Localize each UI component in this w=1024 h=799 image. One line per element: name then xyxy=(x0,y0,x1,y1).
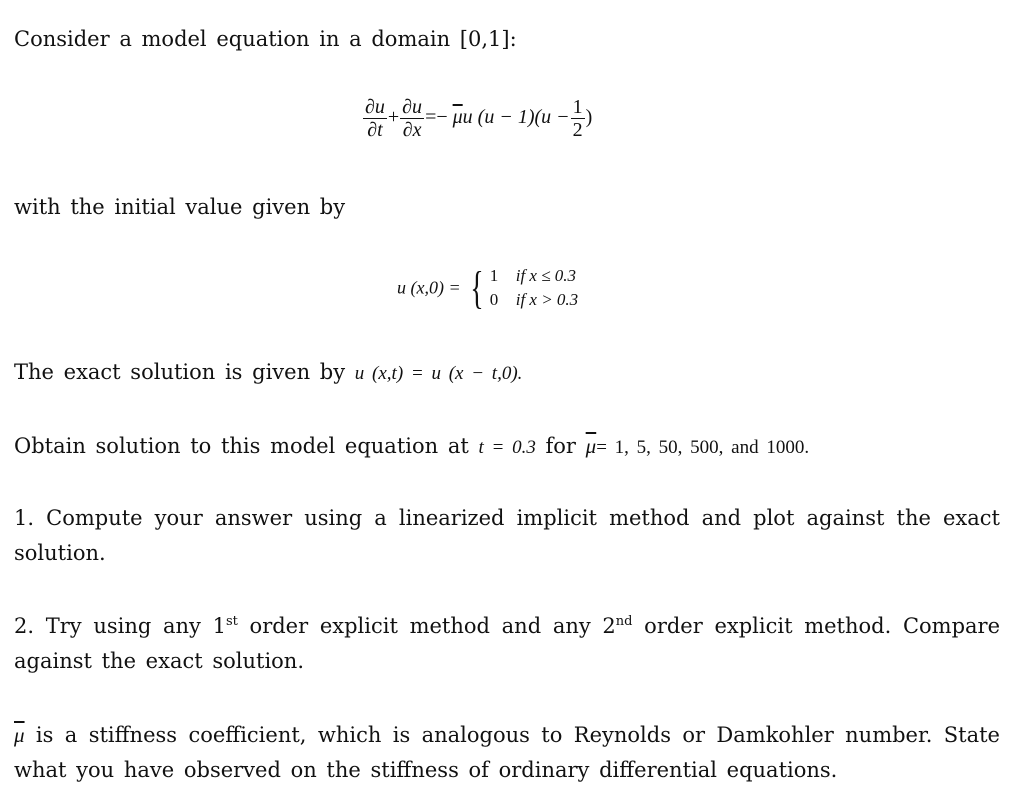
exact-solution-text: The exact solution is given by u (x,t) = u (x − t,0). xyxy=(14,360,523,384)
one-half: $\frac{1}{2}$ xyxy=(572,96,583,141)
pde-equation: $\frac{\partial u}{\partial t}$ + $\frac{\partial u}{\partial x}$ =− $\overline{\mu}u$ (u − 1)(u − $\frac{1}{2}$ ) xyxy=(365,96,593,141)
closing-text: $\overline{\mu}$ is a stiffness coefficient, which is analogous to Reynolds or Damkohler number. State what you have observed on the stiffness of ordinary differential equations. xyxy=(14,723,1000,782)
initial-condition: u (x,0) = { 1 if x ≤ 0.3 0 if x > 0.3 xyxy=(397,262,579,313)
obtain-text: Obtain solution to this model equation at t = 0.3 for $\overline{\mu}= 1$, 5, 50, 500, and 1000. xyxy=(14,434,810,458)
mu-bar: $\overline{\mu}$ xyxy=(14,723,25,747)
initial-intro-text: with the initial value given by xyxy=(14,195,346,219)
task-item-2: 2. Try using any 1st order explicit method and any 2nd order explicit method. Compare against the exact solution. xyxy=(14,614,1000,673)
task-item-1: 1. Compute your answer using a linearized implicit method and plot against the exact solution. xyxy=(14,506,1000,565)
mu-bar: $\overline{\mu}$ xyxy=(585,434,597,458)
intro-text: Consider a model equation in a domain [0,1]: xyxy=(14,27,517,51)
case-row: 0 if x > 0.3 xyxy=(489,290,579,309)
piecewise-cases: { 1 if x ≤ 0.3 0 if x > 0.3 xyxy=(470,262,579,313)
mu-bar: $\overline{\mu}$ xyxy=(452,106,463,129)
space-derivative: $\frac{\partial u}{\partial x}$ xyxy=(402,96,423,141)
case-row: 1 if x ≤ 0.3 xyxy=(489,266,577,285)
time-derivative: $\frac{\partial u}{\partial t}$ xyxy=(365,96,385,141)
